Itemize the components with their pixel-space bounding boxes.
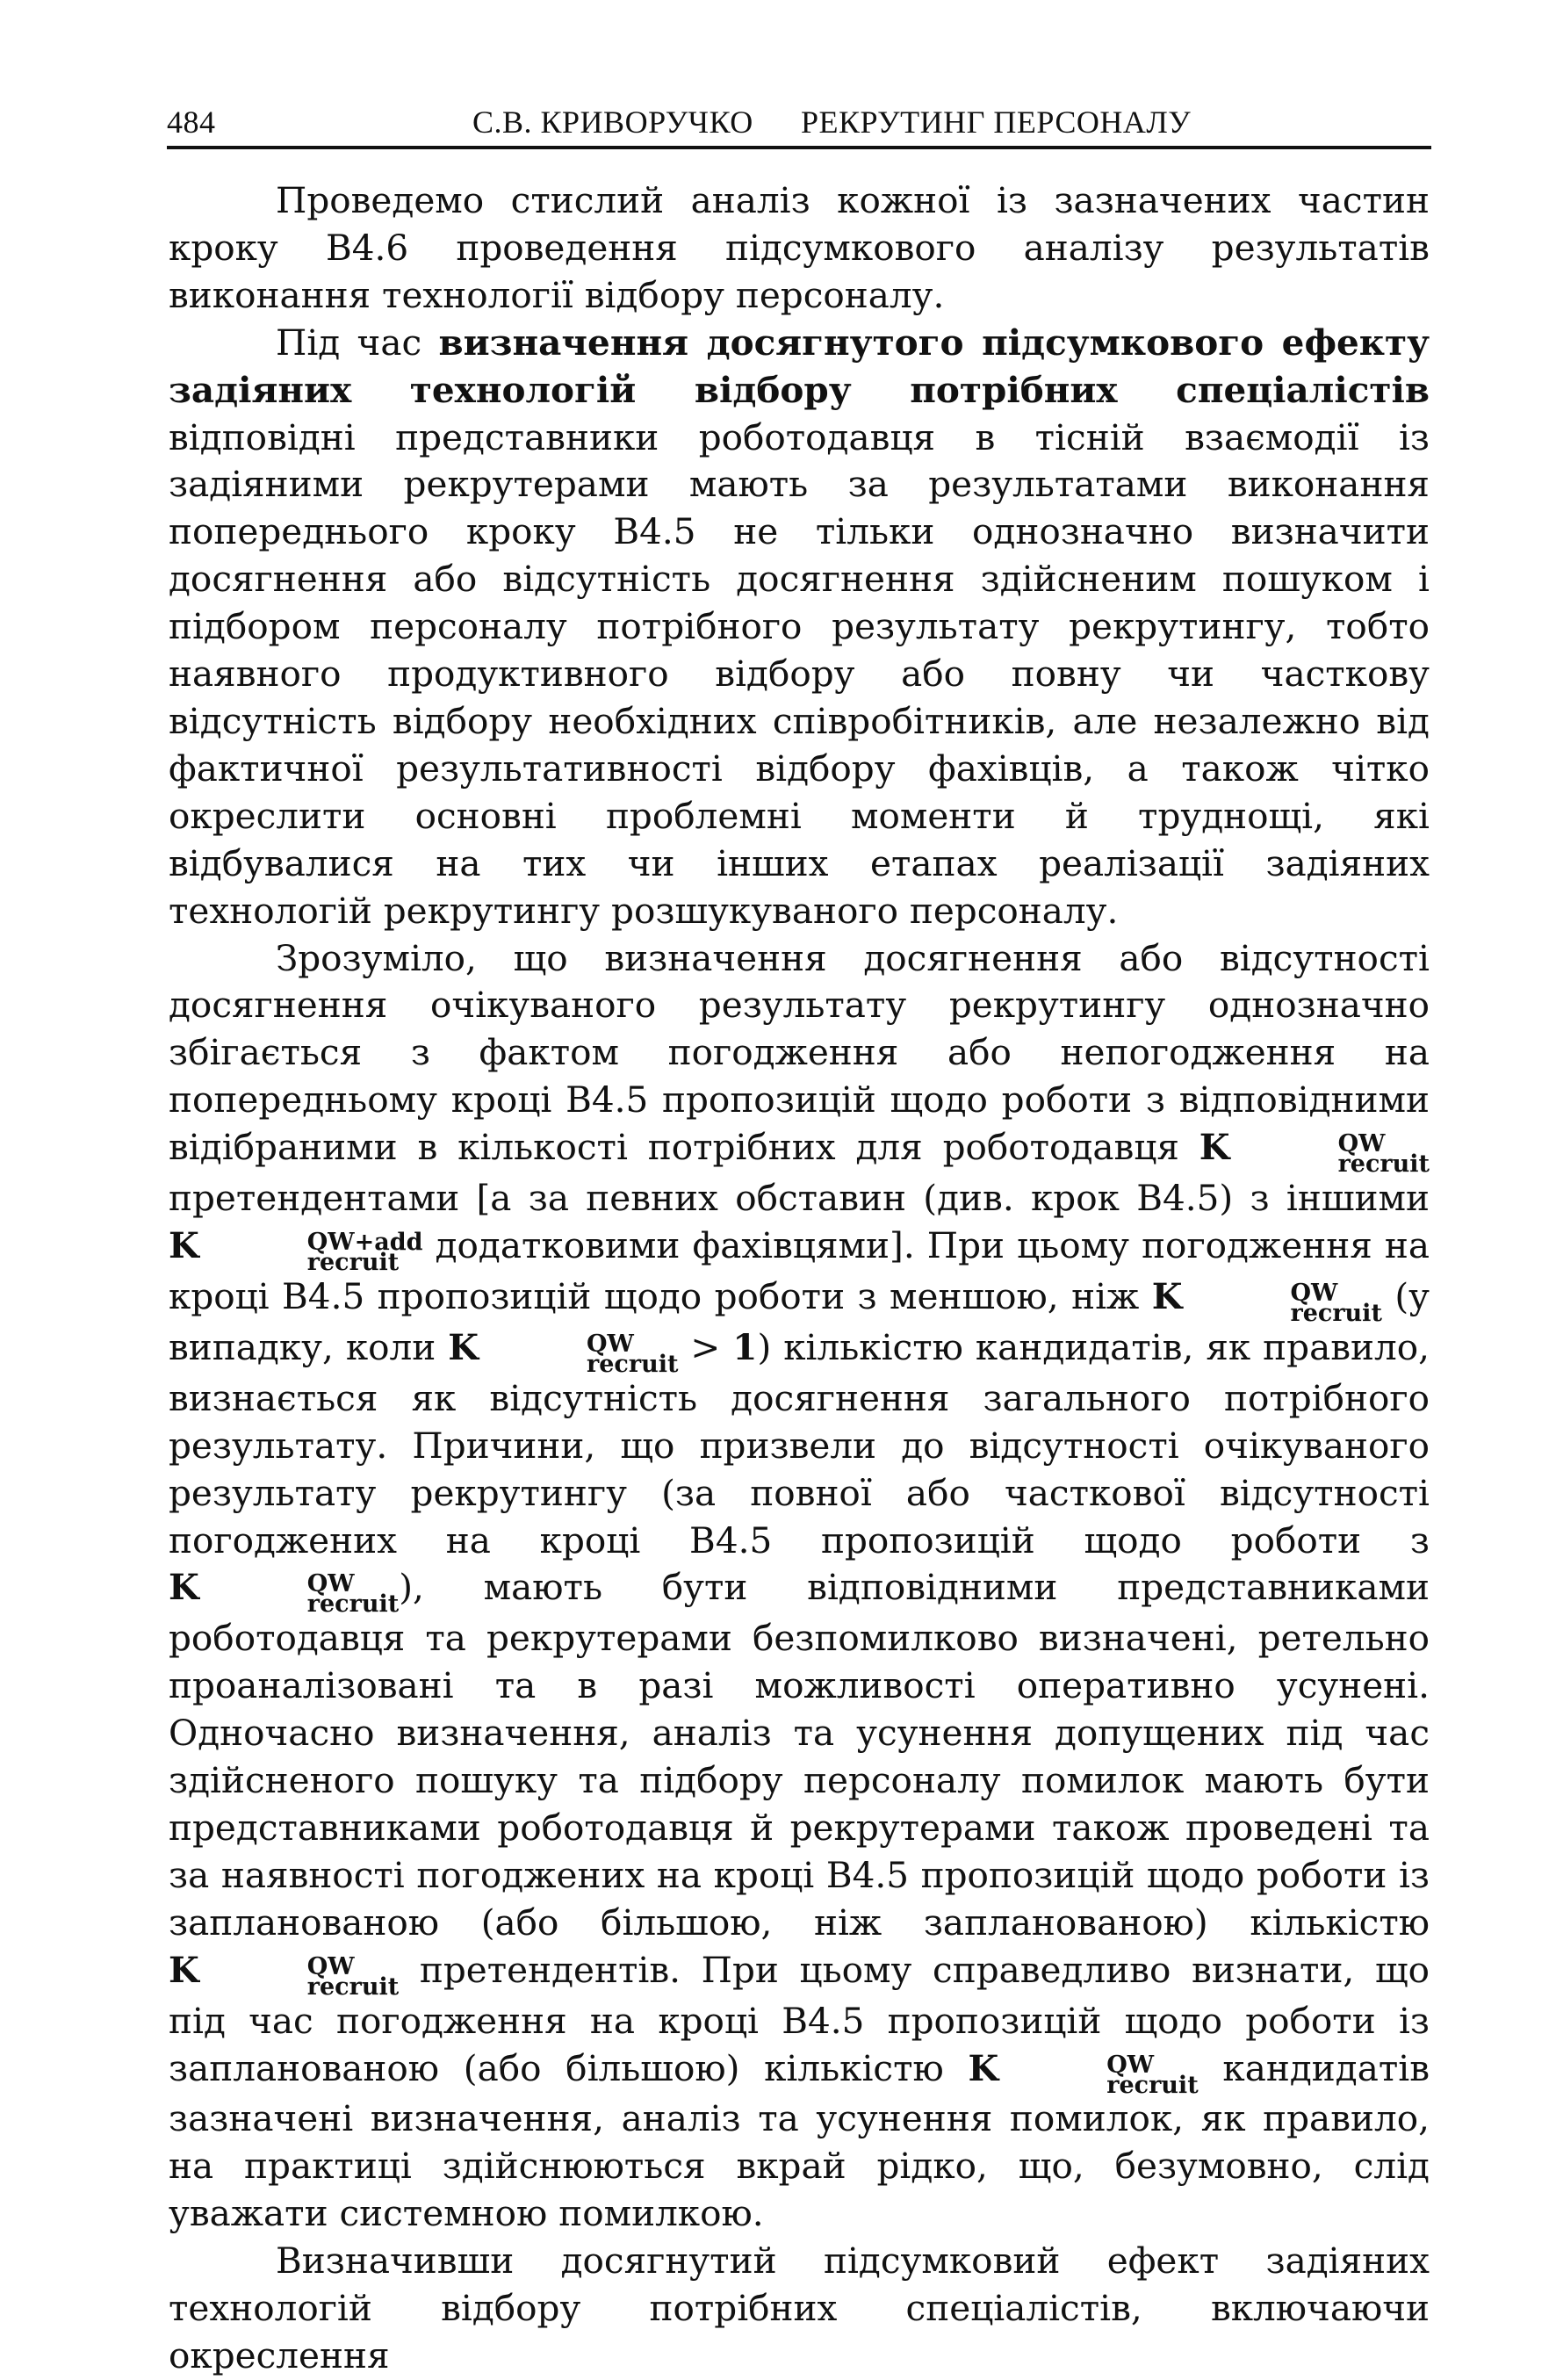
paragraph-2 [169, 320, 1430, 935]
page-number: 484 [167, 105, 216, 140]
formula-k: K [968, 2047, 999, 2089]
paragraph-3-part-8: претендентів. При цьому справедливо визнати, що під час погодження на кроці В4.5 пропозицій щодо роботи із запланованою (або більшою) кількістю [169, 1948, 1430, 2089]
paragraph-3-part-3: додатковими фахівцями]. При цьому погодження на кроці В4.5 пропозицій щодо роботи з меншою, ніж [169, 1223, 1430, 1317]
formula-superscript: QW [1290, 1279, 1338, 1307]
k-recruit-qw-formula [1199, 1127, 1430, 1179]
paragraph-3-part-5: > [678, 1325, 733, 1368]
paragraph-2-lead: Під час [276, 321, 439, 364]
paragraph-4 [169, 2238, 1430, 2380]
formula-subscript: recruit [1106, 2071, 1199, 2099]
paragraph-3-part-9: кандидатів зазначені визначення, аналіз та усунення помилок, як правило, на практиці здійснюються вкрай рідко, що, безумовно, слід уважати системною помилкою. [169, 2046, 1430, 2235]
formula-subscript: recruit [1290, 1299, 1382, 1327]
formula-subscript: recruit [1337, 1150, 1430, 1179]
formula-k: K [169, 1224, 199, 1266]
paragraph-1-text: Проведемо стислий аналіз кожної із зазначених частин кроку В4.6 проведення підсумкового аналізу результатів виконання технології відбору персоналу. [169, 179, 1430, 316]
paragraph-3-part-4: (у випадку, коли [169, 1274, 1430, 1368]
bold-phrase: визначення досягнутого підсумкового ефекту задіяних технологій відбору потрібних спеціалістів [169, 321, 1430, 411]
paragraph-4-text: Визначивши досягнутий підсумковий ефект задіяних технологій відбору потрібних спеціалістів, включаючи окреслення [169, 2239, 1430, 2376]
k-recruit-qw-formula [968, 2047, 1199, 2099]
paragraph-1 [169, 177, 1430, 320]
formula-subscript: recruit [306, 1973, 400, 2001]
paragraph-3-part-6: ) кількістю кандидатів, як правило, визнається як відсутність досягнення загального потрібного результату. Причини, що призвели до відсутності очікуваного результату рекрутингу (за повної або часткової відсутності погоджених на кроці В4.5 пропозицій щодо роботи з [169, 1325, 1430, 1561]
formula-k: K [169, 1949, 199, 1991]
formula-k: K [448, 1326, 479, 1368]
formula-k: K [169, 1567, 199, 1609]
paragraph-3-part-2: претендентами [а за певних обставин (див. крок В4.5) з іншими [169, 1177, 1430, 1220]
formula-superscript: QW [1337, 1130, 1386, 1158]
formula-subscript: recruit [587, 1350, 679, 1378]
formula-k: K [1199, 1127, 1230, 1169]
formula-subscript: recruit [306, 1248, 400, 1276]
k-recruit-qw-formula [169, 1949, 400, 2001]
formula-subscript: recruit [306, 1590, 400, 1619]
formula-one: 1 [732, 1325, 758, 1368]
formula-superscript: QW [1106, 2051, 1155, 2079]
paragraph-3 [169, 935, 1430, 2239]
k-recruit-qw-add-formula [169, 1224, 423, 1276]
paragraph-3-part-7: ), мають бути відповідними представниками роботодавця та рекрутерами безпомилково визначені, ретельно проаналізовані та в разі можливості оперативно усунені. Одночасно визначення, аналіз та усунення допущених під час здійсненого пошуку та підбору персоналу помилок мають бути представниками роботодавця й рекрутерами також проведені та за наявності погоджених на кроці В4.5 пропозицій щодо роботи із запланованою (або більшою, ніж запланованою) кількістю [169, 1566, 1430, 1944]
k-recruit-qw-formula [169, 1567, 400, 1619]
running-header [167, 98, 1431, 149]
k-recruit-qw-formula [1151, 1275, 1382, 1327]
header-author: С.В. КРИВОРУЧКО [472, 105, 753, 140]
paragraph-3-part-1: Зрозуміло, що визначення досягнення або відсутності досягнення очікуваного результату рекрутингу однозначно збігається з фактом погодження або непогодження на попередньому кроці В4.5 пропозицій щодо роботи з відповідними відібраними в кількості потрібних для роботодавця [169, 936, 1430, 1169]
k-recruit-qw-formula [448, 1326, 679, 1378]
formula-k: K [1151, 1275, 1183, 1317]
formula-superscript: QW [306, 1570, 355, 1598]
formula-superscript: QW [587, 1330, 634, 1358]
header-book-title: РЕКРУТИНГ ПЕРСОНАЛУ [801, 105, 1192, 140]
formula-superscript: QW+add [306, 1229, 423, 1257]
body-text [169, 177, 1430, 2380]
formula-superscript: QW [306, 1952, 355, 1980]
paragraph-2-rest: відповідні представники роботодавця в тісній взаємодії із задіяними рекрутерами мають за результатами виконання попереднього кроку В4.5 не тільки однозначно визначити досягнення або відсутність досягнення здійсненим пошуком і підбором персоналу потрібного результату рекрутингу, тобто наявного продуктивного відбору або повну чи часткову відсутність відбору необхідних співробітників, але незалежно від фактичної результативності відбору фахівців, а також чітко окреслити основні проблемні моменти й труднощі, які відбувалися на тих чи інших етапах реалізації задіяних технологій рекрутингу розшукуваного персоналу. [169, 415, 1430, 932]
